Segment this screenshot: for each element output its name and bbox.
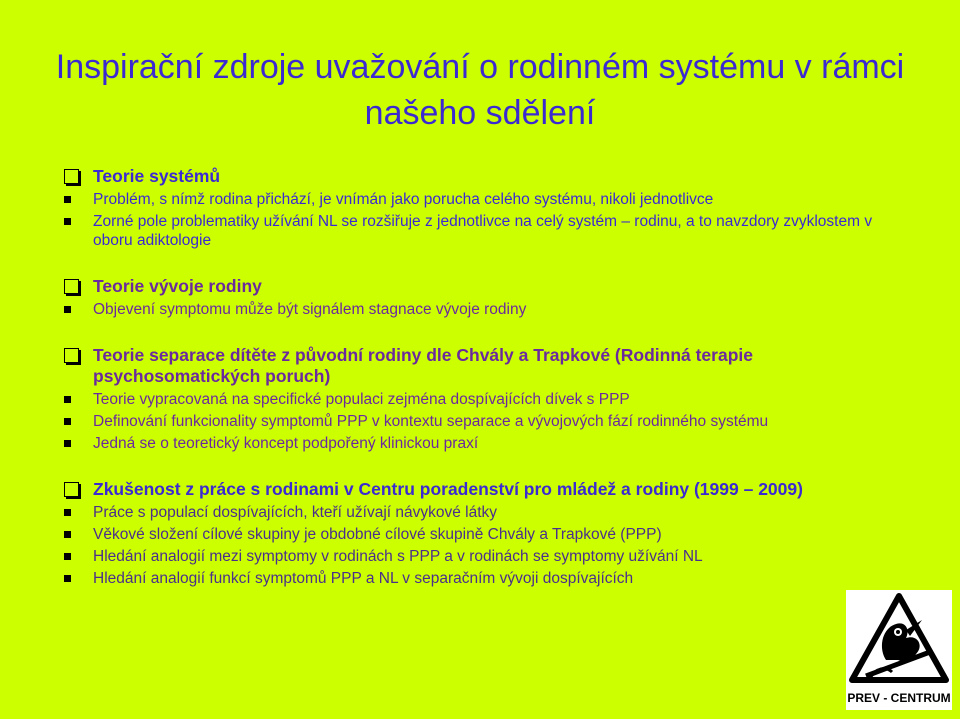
list-item: Hledání analogií funkcí symptomů PPP a NL v separačním vývoji dospívajících — [64, 569, 914, 588]
section-heading: Zkušenost z práce s rodinami v Centru poradenství pro mládež a rodiny (1999 – 2009) — [64, 479, 914, 500]
list-item: Věkové složení cílové skupiny je obdobné cílové skupině Chvály a Trapkové (PPP) — [64, 525, 914, 544]
square-bullet-icon — [64, 440, 71, 447]
slide-content — [64, 166, 914, 614]
list-item: Hledání analogií mezi symptomy v rodinách s PPP a v rodinách se symptomy užívání NL — [64, 547, 914, 566]
prev-centrum-bird-logo-icon — [846, 590, 952, 710]
square-bullet-icon — [64, 553, 71, 560]
section-family-development — [64, 276, 914, 319]
section-practice-experience — [64, 479, 914, 588]
checkbox-bullet-icon — [64, 482, 79, 497]
section-heading: Teorie systémů — [64, 166, 914, 187]
slide-title: Inspirační zdroje uvažování o rodinném systému v rámci našeho sdělení — [55, 48, 905, 132]
checkbox-bullet-icon — [64, 169, 79, 184]
square-bullet-icon — [64, 509, 71, 516]
square-bullet-icon — [64, 418, 71, 425]
list-item: Zorné pole problematiky užívání NL se rozšiřuje z jednotlivce na celý systém – rodinu, a to navzdory zvyklostem v oboru adiktologie — [64, 212, 914, 250]
square-bullet-icon — [64, 396, 71, 403]
square-bullet-icon — [64, 575, 71, 582]
list-item: Problém, s nímž rodina přichází, je vnímán jako porucha celého systému, nikoli jednotlivce — [64, 190, 914, 209]
logo-text: PREV - CENTRUM — [847, 691, 951, 705]
checkbox-bullet-icon — [64, 348, 79, 363]
list-item: Objevení symptomu může být signálem stagnace vývoje rodiny — [64, 300, 914, 319]
section-separation-theory — [64, 345, 914, 453]
section-heading: Teorie vývoje rodiny — [64, 276, 914, 297]
list-item: Jedná se o teoretický koncept podpořený klinickou praxí — [64, 434, 914, 453]
square-bullet-icon — [64, 196, 71, 203]
square-bullet-icon — [64, 218, 71, 225]
list-item: Práce s populací dospívajících, kteří užívají návykové látky — [64, 503, 914, 522]
section-systems-theory — [64, 166, 914, 250]
prev-centrum-logo — [846, 590, 952, 710]
section-heading: Teorie separace dítěte z původní rodiny dle Chvály a Trapkové (Rodinná terapie psychosomatických poruch) — [64, 345, 914, 387]
square-bullet-icon — [64, 531, 71, 538]
checkbox-bullet-icon — [64, 279, 79, 294]
list-item: Definování funkcionality symptomů PPP v kontextu separace a vývojových fází rodinného systému — [64, 412, 914, 431]
square-bullet-icon — [64, 306, 71, 313]
list-item: Teorie vypracovaná na specifické populaci zejména dospívajících dívek s PPP — [64, 390, 914, 409]
